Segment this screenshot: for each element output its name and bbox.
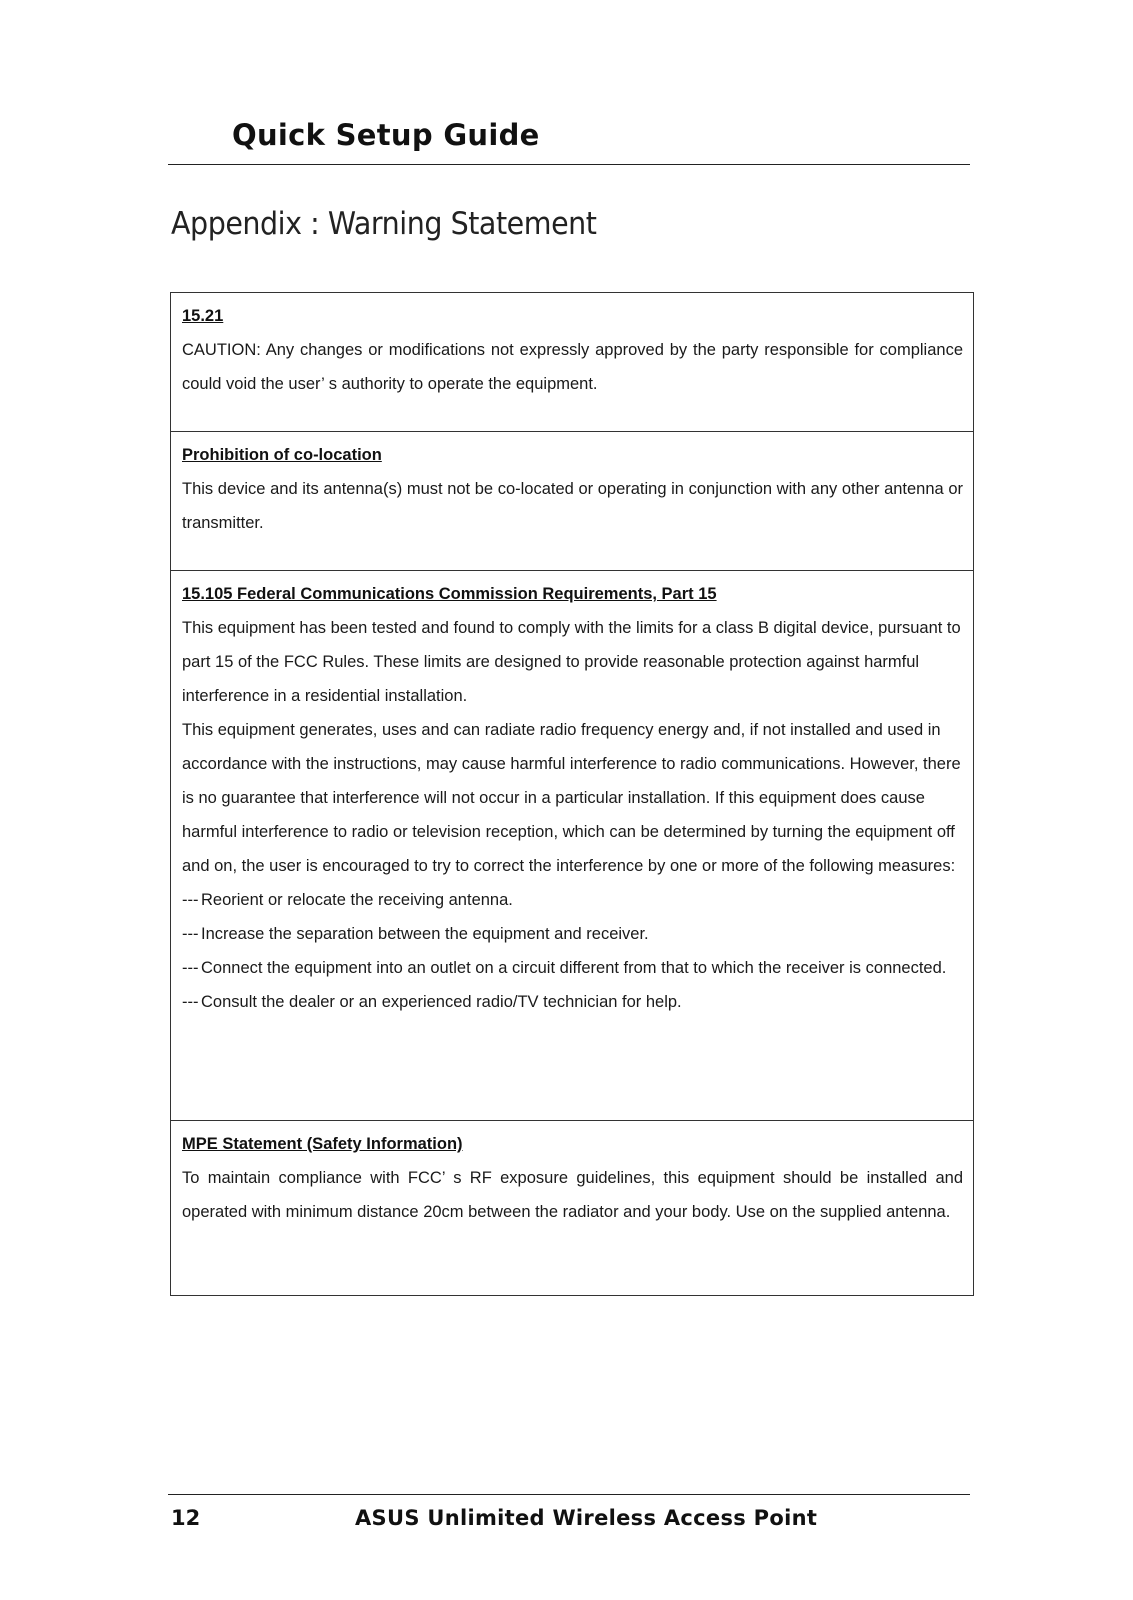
section-15-105-fcc-requirements [171, 571, 973, 1121]
warning-statement-box [170, 292, 974, 1296]
mpe-paragraph: To maintain compliance with FCC’ s RF exposure guidelines, this equipment should be installed and operated with minimum distance 20cm between the radiator and your body. Use on the supplied antenna. [182, 1169, 963, 1221]
measure-text: Reorient or relocate the receiving antenna. [201, 891, 513, 909]
section-heading: Prohibition of co-location [182, 446, 382, 464]
interference-paragraph: This equipment generates, uses and can radiate radio frequency energy and, if not installed and used in accordance with the instructions, may cause harmful interference to radio communications. However, there is no guarantee that interference will not occur in a particular installation. If this equipment does cause harmful interference to radio or television reception, which can be determined by turning the equipment off and on, the user is encouraged to try to correct the interference by one or more of the following measures: [182, 721, 961, 875]
list-dash: --- [182, 925, 199, 943]
compliance-paragraph: This equipment has been tested and found to comply with the limits for a class B digital device, pursuant to part 15 of the FCC Rules. These limits are designed to provide reasonable protection against harmful interference in a residential installation. [182, 619, 961, 705]
list-dash: --- [182, 993, 199, 1011]
list-dash: --- [182, 959, 199, 977]
section-prohibition-of-co-location [171, 432, 973, 571]
page-number: 12 [171, 1506, 201, 1530]
section-15-21 [171, 293, 973, 432]
measure-item [182, 985, 963, 1019]
measure-text: Connect the equipment into an outlet on a circuit different from that to which the receiver is connected. [201, 959, 947, 977]
section-heading: MPE Statement (Safety Information) [182, 1135, 463, 1153]
section-mpe-statement [171, 1121, 973, 1295]
measure-item [182, 951, 963, 985]
co-location-paragraph: This device and its antenna(s) must not be co-located or operating in conjunction with any other antenna or transmitter. [182, 480, 963, 532]
section-heading: 15.105 Federal Communications Commission Requirements, Part 15 [182, 585, 717, 603]
header-rule [168, 164, 970, 165]
list-dash: --- [182, 891, 199, 909]
appendix-title: Appendix : Warning Statement [171, 206, 597, 242]
footer-title: ASUS Unlimited Wireless Access Point [355, 1506, 818, 1530]
measure-item [182, 917, 963, 951]
section-heading: 15.21 [182, 307, 224, 325]
running-head: Quick Setup Guide [232, 118, 540, 152]
measure-item [182, 883, 963, 917]
measure-text: Consult the dealer or an experienced radio/TV technician for help. [201, 993, 682, 1011]
measure-text: Increase the separation between the equipment and receiver. [201, 925, 649, 943]
footer-rule [168, 1494, 970, 1495]
caution-paragraph: CAUTION: Any changes or modifications not expressly approved by the party responsible for compliance could void the user’ s authority to operate the equipment. [182, 341, 963, 393]
